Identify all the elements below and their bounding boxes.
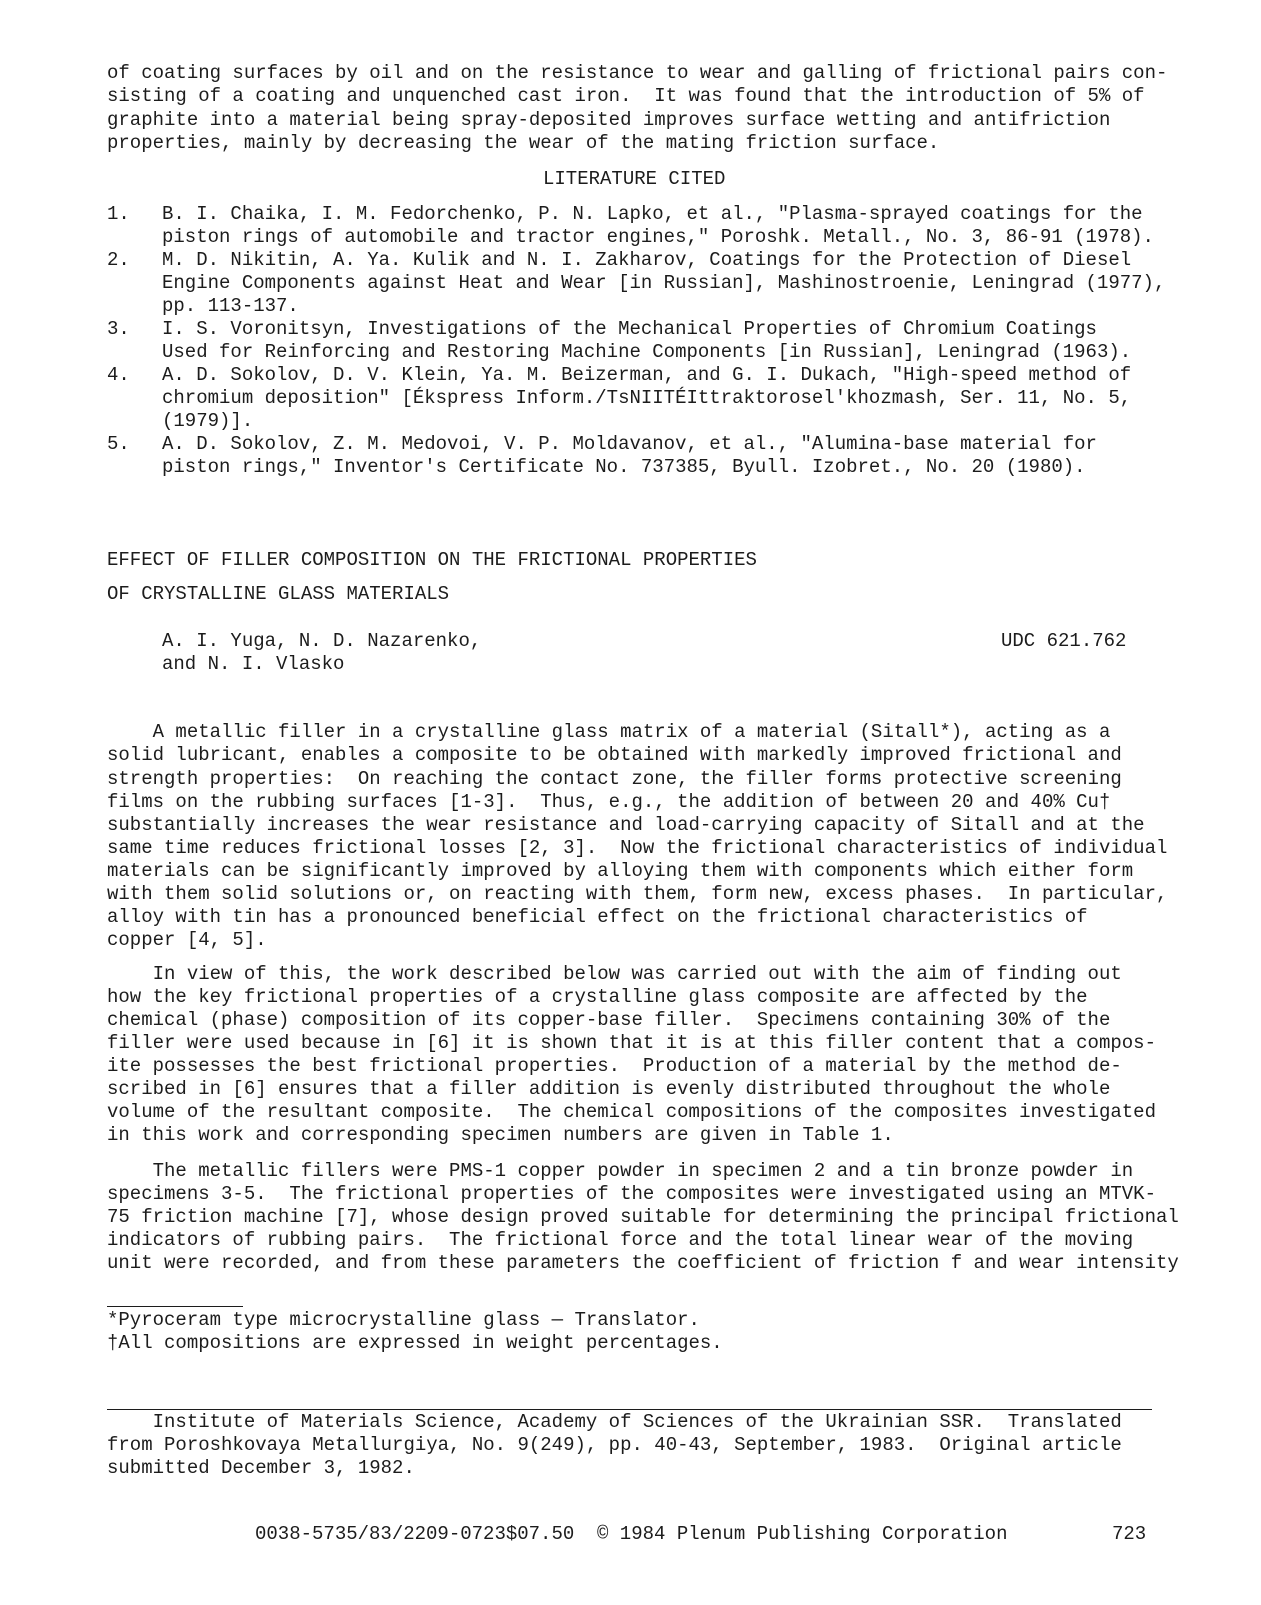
text-line: 75 friction machine [7], whose design proved suitable for determining the principal frictional bbox=[107, 1206, 1179, 1228]
reference-line: A. D. Sokolov, D. V. Klein, Ya. M. Beizerman, and G. I. Dukach, "High-speed method of bbox=[162, 364, 1132, 386]
text-line: same time reduces frictional losses [2, 3]. Now the frictional characteristics of individual bbox=[107, 837, 1168, 859]
text-line: solid lubricant, enables a composite to be obtained with markedly improved frictional and bbox=[107, 744, 1122, 766]
article-authors-line-1: A. I. Yuga, N. D. Nazarenko, bbox=[162, 630, 482, 652]
text-line: filler were used because in [6] it is shown that it is at this filler content that a compos- bbox=[107, 1032, 1156, 1054]
text-line: scribed in [6] ensures that a filler addition is evenly distributed throughout the whole bbox=[107, 1078, 1111, 1100]
text-line: sisting of a coating and unquenched cast iron. It was found that the introduction of 5% of bbox=[107, 85, 1145, 107]
text-line: submitted December 3, 1982. bbox=[107, 1457, 415, 1479]
reference-line: piston rings," Inventor's Certificate No. 737385, Byull. Izobret., No. 20 (1980). bbox=[162, 456, 1086, 478]
reference-number: 5. bbox=[107, 433, 130, 455]
footer-code: 0038-5735/83/2209-0723$07.50 bbox=[255, 1523, 575, 1545]
text-line: unit were recorded, and from these parameters the coefficient of friction f and wear intensity bbox=[107, 1252, 1179, 1274]
text-line: materials can be significantly improved by alloying them with components which either form bbox=[107, 860, 1134, 882]
reference-line: Used for Reinforcing and Restoring Machine Components [in Russian], Leningrad (1963). bbox=[162, 341, 1132, 363]
reference-line: (1979)]. bbox=[162, 410, 254, 432]
text-line: films on the rubbing surfaces [1-3]. Thus, e.g., the addition of between 20 and 40% Cu† bbox=[107, 791, 1111, 813]
reference-number: 4. bbox=[107, 364, 130, 386]
article-title-line-1: EFFECT OF FILLER COMPOSITION ON THE FRICTIONAL PROPERTIES bbox=[107, 549, 757, 571]
text-line: graphite into a material being spray-deposited improves surface wetting and antifriction bbox=[107, 109, 1111, 131]
text-line: properties, mainly by decreasing the wear of the mating friction surface. bbox=[107, 132, 940, 154]
article-authors-line-2: and N. I. Vlasko bbox=[162, 653, 345, 675]
reference-line: A. D. Sokolov, Z. M. Medovoi, V. P. Moldavanov, et al., "Alumina-base material for bbox=[162, 433, 1097, 455]
text-line: volume of the resultant composite. The chemical compositions of the composites investigated bbox=[107, 1101, 1156, 1123]
literature-cited-heading: LITERATURE CITED bbox=[543, 168, 726, 190]
article-title-line-2: OF CRYSTALLINE GLASS MATERIALS bbox=[107, 583, 450, 605]
text-line: In view of this, the work described below was carried out with the aim of finding out bbox=[107, 963, 1122, 985]
text-line: specimens 3-5. The frictional properties of the composites were investigated using an MTVK- bbox=[107, 1183, 1156, 1205]
reference-number: 1. bbox=[107, 203, 130, 225]
text-line: how the key frictional properties of a crystalline glass composite are affected by the bbox=[107, 986, 1088, 1008]
text-line: strength properties: On reaching the contact zone, the filler forms protective screening bbox=[107, 768, 1122, 790]
text-line: with them solid solutions or, on reacting with them, form new, excess phases. In particular, bbox=[107, 883, 1168, 905]
page-number: 723 bbox=[1112, 1523, 1147, 1545]
reference-number: 3. bbox=[107, 318, 130, 340]
text-line: Institute of Materials Science, Academy of Sciences of the Ukrainian SSR. Translated bbox=[107, 1411, 1122, 1433]
reference-line: M. D. Nikitin, A. Ya. Kulik and N. I. Zakharov, Coatings for the Protection of Diesel bbox=[162, 249, 1132, 271]
footnote-asterisk: *Pyroceram type microcrystalline glass — Translator. bbox=[107, 1309, 700, 1331]
reference-line: I. S. Voronitsyn, Investigations of the Mechanical Properties of Chromium Coatings bbox=[162, 318, 1097, 340]
text-line: substantially increases the wear resistance and load-carrying capacity of Sitall and at the bbox=[107, 814, 1145, 836]
reference-line: B. I. Chaika, I. M. Fedorchenko, P. N. Lapko, et al., "Plasma-sprayed coatings for the bbox=[162, 203, 1143, 225]
text-line: The metallic fillers were PMS-1 copper powder in specimen 2 and a tin bronze powder in bbox=[107, 1160, 1134, 1182]
reference-line: piston rings of automobile and tractor engines," Poroshk. Metall., No. 3, 86-91 (1978). bbox=[162, 226, 1154, 248]
udc-code: UDC 621.762 bbox=[1001, 630, 1127, 652]
footnote-dagger: †All compositions are expressed in weight percentages. bbox=[107, 1332, 723, 1354]
text-line: ite possesses the best frictional properties. Production of a material by the method de- bbox=[107, 1055, 1122, 1077]
reference-number: 2. bbox=[107, 249, 130, 271]
reference-line: chromium deposition" [Ékspress Inform./TsNIITÉIttraktorosel'khozmash, Ser. 11, No. 5, bbox=[162, 387, 1132, 409]
footnote-divider bbox=[107, 1306, 243, 1307]
text-line: of coating surfaces by oil and on the resistance to wear and galling of frictional pairs con- bbox=[107, 62, 1168, 84]
text-line: in this work and corresponding specimen numbers are given in Table 1. bbox=[107, 1124, 894, 1146]
text-line: copper [4, 5]. bbox=[107, 929, 267, 951]
text-line: chemical (phase) composition of its copper-base filler. Specimens containing 30% of the bbox=[107, 1009, 1111, 1031]
text-line: from Poroshkovaya Metallurgiya, No. 9(249), pp. 40-43, September, 1983. Original article bbox=[107, 1434, 1122, 1456]
reference-line: pp. 113-137. bbox=[162, 295, 299, 317]
affiliation-divider bbox=[107, 1409, 1152, 1410]
footer-copyright: © 1984 Plenum Publishing Corporation bbox=[597, 1523, 1008, 1545]
text-line: alloy with tin has a pronounced beneficial effect on the frictional characteristics of bbox=[107, 906, 1088, 928]
text-line: indicators of rubbing pairs. The frictional force and the total linear wear of the moving bbox=[107, 1229, 1134, 1251]
text-line: A metallic filler in a crystalline glass matrix of a material (Sitall*), acting as a bbox=[107, 721, 1111, 743]
reference-line: Engine Components against Heat and Wear [in Russian], Mashinostroenie, Leningrad (1977), bbox=[162, 272, 1166, 294]
